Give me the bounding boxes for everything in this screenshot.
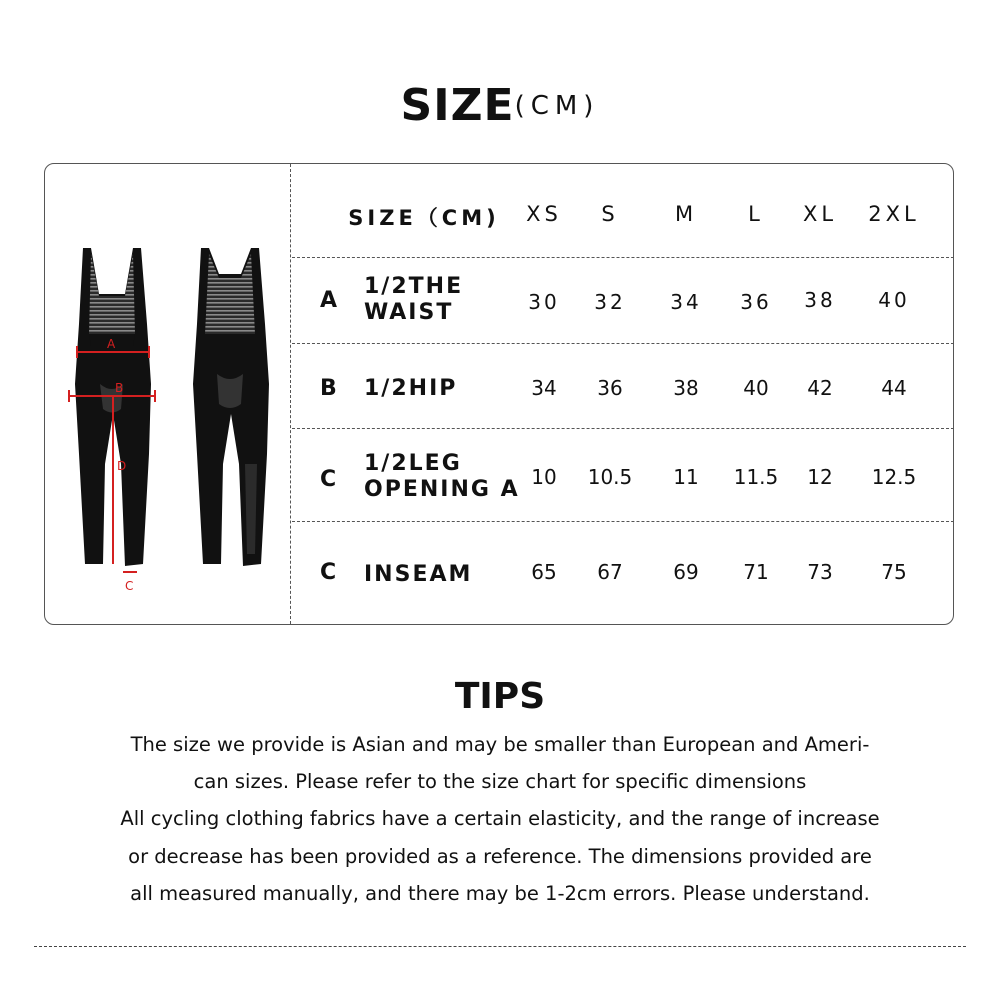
value-xl: 42 [807, 376, 833, 400]
header-size-l: L [748, 202, 764, 226]
value-l: 71 [743, 560, 769, 584]
mark-a: A [107, 337, 116, 351]
page-title [0, 80, 1000, 131]
bottom-divider [34, 946, 966, 947]
title-unit: (CM) [514, 91, 600, 121]
size-chart [44, 163, 954, 625]
back-view [193, 248, 269, 566]
row-letter: C [320, 560, 337, 585]
row-letter: B [320, 376, 337, 401]
value-m: 34 [670, 290, 702, 314]
header-size-xl: XL [802, 202, 838, 226]
tips-line: The size we provide is Asian and may be smaller than European and Ameri- [130, 733, 870, 756]
value-m: 11 [673, 465, 699, 489]
row-label [364, 451, 520, 503]
value-m: 38 [673, 376, 699, 400]
value-m: 69 [673, 560, 699, 584]
mark-c: C [125, 579, 134, 593]
tips-line: or decrease has been provided as a reference. The dimensions provided are [128, 845, 872, 868]
title-main: SIZE [400, 80, 515, 131]
tips-line: can sizes. Please refer to the size chart for specific dimensions [193, 770, 807, 793]
header-size-s: S [601, 202, 619, 226]
row-label-line-1: 1/2HIP [364, 376, 458, 401]
table-row [292, 429, 954, 521]
value-s: 36 [597, 376, 623, 400]
header-size-label: SIZE（CM) [348, 206, 500, 230]
value-s: 67 [597, 560, 623, 584]
divider [290, 164, 291, 624]
value-s: 10.5 [587, 465, 633, 489]
value-xl: 38 [804, 288, 836, 312]
bib-tights-illustration [55, 234, 285, 604]
size-table [292, 164, 954, 624]
tips-line: all measured manually, and there may be 1-2cm errors. Please understand. [130, 882, 870, 905]
table-row [292, 344, 954, 429]
header-size-2xl: 2XL [868, 202, 920, 226]
tips-line: All cycling clothing fabrics have a certain elasticity, and the range of increase [120, 807, 880, 830]
mark-b: B [115, 381, 124, 395]
row-label [364, 562, 472, 588]
row-letter: C [320, 467, 337, 492]
value-s: 32 [594, 290, 626, 314]
header-size-xs: XS [526, 202, 562, 226]
value-xs: 10 [531, 465, 557, 489]
row-label-line-1: INSEAM [364, 562, 473, 587]
value-l: 40 [743, 376, 769, 400]
mark-d: D [117, 459, 127, 473]
value-xs: 65 [531, 560, 557, 584]
table-row [292, 258, 954, 344]
row-label [364, 376, 457, 402]
row-label-line-2: WAIST [364, 300, 454, 325]
row-letter: A [320, 288, 338, 313]
value-xs: 30 [528, 290, 560, 314]
row-label [364, 274, 463, 326]
tips-title: TIPS [454, 676, 546, 717]
header-size-m: M [674, 202, 698, 226]
value-2xl: 44 [881, 376, 907, 400]
value-l: 11.5 [733, 465, 779, 489]
row-label-line-2: OPENING A [364, 477, 520, 502]
row-label-line-1: 1/2LEG [364, 451, 462, 476]
value-2xl: 12.5 [871, 465, 917, 489]
table-row [292, 522, 954, 622]
value-xs: 34 [531, 376, 557, 400]
value-2xl: 75 [881, 560, 907, 584]
value-xl: 12 [807, 465, 833, 489]
value-xl: 73 [807, 560, 833, 584]
value-2xl: 40 [878, 288, 910, 312]
value-l: 36 [740, 290, 772, 314]
row-label-line-1: 1/2THE [364, 274, 464, 299]
